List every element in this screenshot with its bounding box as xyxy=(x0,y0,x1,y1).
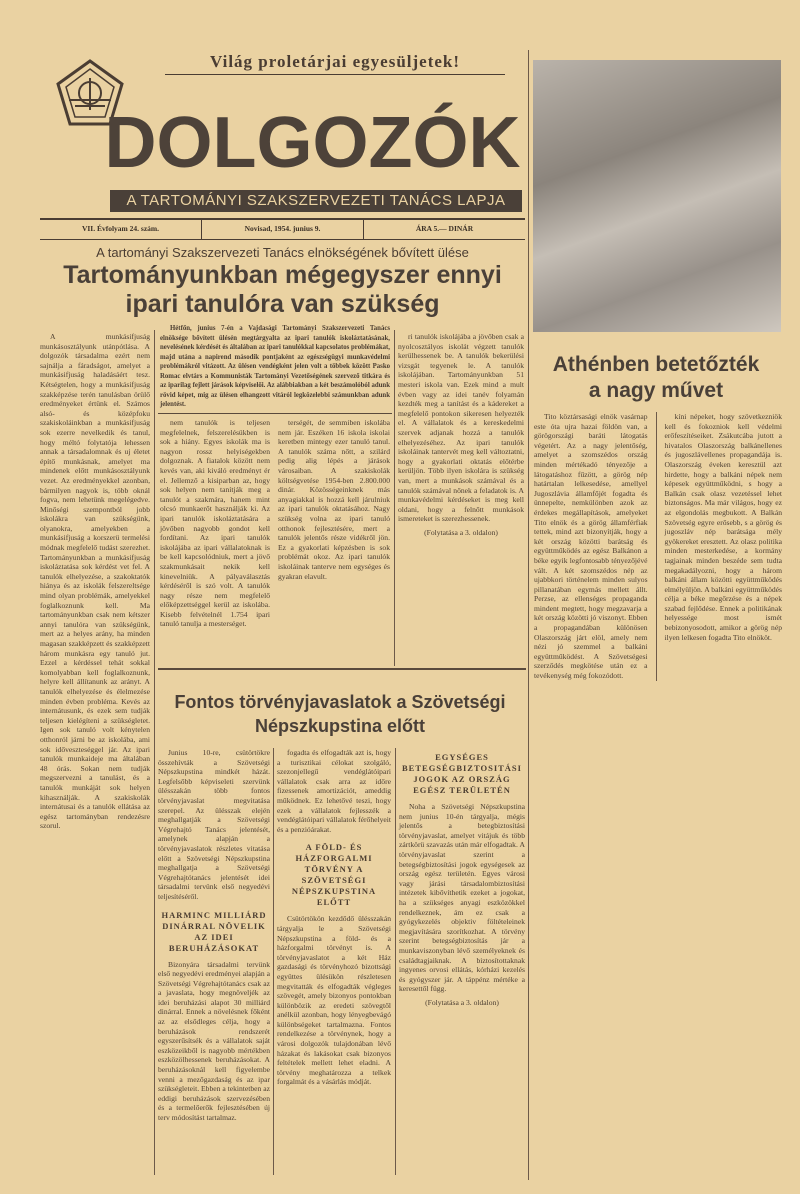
athens-article xyxy=(530,352,782,681)
lead-heading-block xyxy=(40,244,525,319)
subheading-land-law: A FÖLD- ÉS HÁZFORGALMI TÖRVÉNY A SZÖVETSÉGI NÉPSZKUPSTINA ELŐTT xyxy=(291,842,377,908)
second-continued: (Folytatása a 3. oldalon) xyxy=(425,997,499,1007)
news-photo xyxy=(533,60,781,332)
second-headline-2: Népszkupstina előtt xyxy=(254,716,426,736)
lead-column-2: nem tanulók is teljesen megfelelnek, felszerelésükben is sok a hiány. Egyes iskolák ma is nagyon rossz helyiségekben dolgoznak. A fiatalok között nem kevés van, aki kiváló eredményt ér el. Jellemző a kisiparban az, hogy sok helyen nem tanítják meg a tanulót a szakmára, hanem mint olcsó munkaerőt használják ki. Az ipari tanulók iskoláztatására a jövőben nagyobb gondot kell fordítani. Az ipari tanulók iskolájába az ipari vállalatoknak is be kell kapcsolódniuk, mert a jövő szakmunkásait nekik kell kinevelniük. A pályaválasztás kérdéséről is szó volt. A tanulók nagy része nem megfelelő előképzettséggel kerül az iskolába. Kisebb felvételnél 1.754 ipari tanuló tanulja a mesterséget. xyxy=(160,418,270,629)
price: ÁRA 5.— DINÁR xyxy=(415,224,474,233)
newspaper-subtitle: A TARTOMÁNYI SZAKSZERVEZETI TANÁCS LAPJA xyxy=(110,190,522,212)
lead-column-1: A munkásifjuság munkásosztályunk utánpótlása. A dolgozók társadalma ezért nem sajnálja a fáradságot, amelyet a munkásifjuság haladásáért tesz. Kétségtelen, hogy a munkásifjuság szakképzése terén tanulásban örülő eredményeket értünk el. Számos alsó- és középfoku szakiskoláinkban a munkásifjuság sok ezerre nevelkedik és tanul, hogy méltó folytatója lehessen annak a társadalomnak és uj életet építő munkásnak, amelyet ma mindenek előtt munkásosztályunk vezet. Az eredményekkel azonban, bármilyen nagyok is, több oknál fogva, nem lehetünk megelégedve. Minőségi szempontból jobb iskolákra van szükségünk, olyanokra, amelyekben a munkásifjuság a korszerü termelési módnak megfelelő tudást szerezhet. Tartományunkban a munkásifjuság iskoláztatása sok kérdést vet fel. A tanulók elhelyezése, a szakoktatók hiánya és az iskolák felszereltsége mind olyan problémák, amelyekkel foglalkoznunk kell. Ma tartományunkban csak nem kétszer annyi tanulóra van szükségünk, mert az a helyes arány, ha minden magasan szakképzett és szakképzett három munkásra egy tanuló jut. Ezzel a kérdéssel tehát sokkal komolyabban kell foglalkoznunk, helyre kell állítanunk az arányt. A tanulók elhelyezése és élelmezése minden évben probléma. Kevés az internátusunk, és ezek sem tudják teljesen kielégíteni a szükségletet. Igen sok tanuló volt kénytelen otthonról járni be az iskolába, ami sok időveszteséggel jár. Az ipari tanulók munkaideje ma általában 48 órás. Sokan nem tudják megszervezni a tanulást, és a tanulók munkáját sok helyen kihasználják. A szakiskolák internátusai és a tanulók ellátása az egész tartományban rendezésre szorul. xyxy=(40,332,150,831)
lead-kicker: A tartományi Szakszervezeti Tanács elnökségének bővített ülése xyxy=(96,245,469,260)
lead-intro: Hétfőn, junius 7-én a Vajdasági Tartományi Szakszervezeti Tanács elnöksége bővített ülésén megtárgyalta az ipari tanulók iskoláztatásának, nevelésének kérdését és általában az ipari tanulókkal kapcsolatos problémákat, majd utána a napirend második pontjaként az egészségügyi munkavédelmi problémákról vitázott. Az ülésen vendégként jelen volt a többek között Pasko Romac elvtárs a Kommunisták Tartományi Vezetőségének szervező titkára és az iparilag fejlett járások képviselői. Az alábbiakban a két beszámolóból adunk rövid képet, mig az ülésen elhangzott vitáról legközelebbi számunkban adunk jelentést. xyxy=(160,325,390,408)
issue-info-row xyxy=(40,218,525,240)
second-column-1: Junius 10-re, csütörtökre összehívták a Szövetségi Népszkupstina mindkét házát. Legfelsőbb képviseleti szervünk ülésszakán több fontos törvényjavaslat megvitatása szerepel. Az ülésszak elején meghallgatják a Szövetségi Végrehajtó Tanács jelentését, amelynek alapján a törvényjavaslatok részletes vitatása előtt a Szövetségi Népszkupstina meghallgatja a Szövetségi Végrehajtótanács jelentését idei társadalmi tervünk első negyedévi teljesítéséről. HARMINC MILLIÁRD DINÁRRAL NÖVELIK AZ IDEI BERUHÁZÁSOKAT Bizonyára társadalmi tervünk első negyedévi eredményei alapján a Szövetségi Végrehajtótanács csak az a javaslata, hogy megnöveljék az idei beruházási alapot 30 milliárd dinárral. Ennek a növelésnek főként az az elsődleges célja, hogy a beruházások rendszerét egyszerűsítsék és a vállalatok saját eszközeikből is nagyobb mértékben eszközölhessenek beruházásokat. A beruházásoknál kell figyelembe venni a mezőgazdaság és az ipar szükségleteit. Ebben a tekintetben az eddigi beruházások szervezésében és a termelőerők fejlesztésében új terv módosítást tartalmaz. xyxy=(158,748,270,1122)
subheading-investments: HARMINC MILLIÁRD DINÁRRAL NÖVELIK AZ IDEI BERUHÁZÁSOKAT xyxy=(161,909,267,953)
place-date: Novisad, 1954. junius 9. xyxy=(202,220,364,239)
subheading-insurance: EGYSÉGES BETEGSÉGBIZTOSITÁSI JOGOK AZ ORSZÁG EGÉSZ TERÜLETÉN xyxy=(402,752,522,795)
lead-middle-block xyxy=(160,324,390,629)
athens-column-1: Tito köztársasági elnök vasárnap este óta ujra hazai földön van, a görögországi baráti látogatás végetért. Az a nagy jelentőség, amelyet a szomszédos ország minden mértékadó tényezője a látogatáshoz fűzött, a görög nép határtalan lelkesedése, amellyel Jugoszlávia államfőjét fogadta és ünnepelte, nemkülönben azok az érdekes megállapítások, amelyeket Tito elnök és a görög államférfiak tettek, mind azt bizonyítják, hogy a két ország közötti barátság és együttműködés az egész Balkánon a béke egyik legfontosabb tényezőjévé vált. A két szomszédos nép az ujabbkori történelem minden sulyos pillanatában egymás mellett állt. Perzse, az ellenséges propaganda mindent megtett, hogy megzavarja a két ország közötti jó viszonyt. Ebben a propagandában különösen Olaszország járt elöl, amely nem nézi jó szemmel a balkáni együttműködést. A Szövetségesi szerződés megkötése után ez a tevékenység még fokozódott. xyxy=(534,412,648,681)
second-column-3: EGYSÉGES BETEGSÉGBIZTOSITÁSI JOGOK AZ ORSZÁG EGÉSZ TERÜLETÉN Noha a Szövetségi Népszkupstina nem junius 10-én tárgyalja, mégis jelentős a betegbiztosítási törvényjavaslat, amelyet vitájuk és több zártkörü szavazás után már elfogadtak. A törvényjavaslat szerint a betegségbiztosítási jogok egységesek az ország egész területén. Egyes városi vagy járási társadalombiztosítási intézetek kibővíthetik ezeket a jogokat, ha a szükséges anyagi eszközökkel rendelkeznek, ám ez csak a gyógykezelés objektiv föltételeinek megjavítására szorítkozhat. A törvény szerint betegségbiztosítás jár a munkaviszonyban lévő személyeknek és családtagjaiknak. A biztosítottaknak ingyenes orvosi ellátás, kórházi kezelés és gyógyszer jár. A táppénz mértéke a keresettől függ. (Folytatása a 3. oldalon) xyxy=(399,752,525,1007)
athens-headline-2: a nagy művet xyxy=(588,379,724,402)
newspaper-title: DOLGOZÓK xyxy=(104,103,521,183)
second-column-2: fogadta és elfogadták azt is, hogy a turisztikai célokat szolgáló, szezonjellegű vendéglátóipari vállalatok csak arra az időre fizessenek amortizációt, ameddig működnek. Ez lehetővé teszi, hogy ezek a vállalatok fejlesszék a vendéglátóipari vállalatok férőhelyeit és a penzióárakat. A FÖLD- ÉS HÁZFORGALMI TÖRVÉNY A SZÖVETSÉGI NÉPSZKUPSTINA ELŐTT Csütörtökön kezdődő ülésszakán tárgyalja le a Szövetségi Népszkupstina a föld- és a házforgalmi törvényt is. A törvényjavaslatot a két Ház gazdasági és törvényhozó bizottsági együttes ülésükön részletesen megvitatták és elfogadták végleges szövegét, amely bizonyos pontokban különbözik az eredeti szövegtől anélkül azonban, hogy lényegbevágó különbségeket tartalmazna. Fontos rendelkezése a törvénynek, hogy a városi dolgozók tulajdonában lévő házakat és lakásokat csak bizonyos feltételek mellett lehet eladni. A törvény meghatározza a telkek forgalmát és a vásárlás módját. xyxy=(277,748,391,1087)
slogan: Világ proletárjai egyesüljetek! xyxy=(165,52,505,75)
athens-column-2: kíni népeket, hogy szövetkezniök kell és fokozniok kell védelmi erőfeszítéseiket. Zsákutcába jutott a hivatalos Olaszország balkánellenes és jugoszlávellenes propagandája is. Olaszország éveken keresztül azt hirdette, hogy a balkáni népek nem képesek együttműködni, s hogy a Balkán csak olasz vezetéssel lehet biztonságos. Ma már világos, hogy ez az elgondolás megbukott. A Balkán Szövetség egyre erősebb, s a görög és jugoszláv nép barátsága mély gyökereket eresztett. Az olasz politika minden mesterkedése, a kormány tagjainak minden beszéde sem tudta megakadályozni, hogy a három balkáni állam közötti együttműködés elmélyüljön. A balkáni együttműködés célja a béke megőrzése és a népek szabad fejlődése. Ennek a politikának helyessége most ismét bebizonyosodott, amikor a görög nép ilyen lelkesen fogadta Tito elnököt. xyxy=(664,412,782,642)
second-heading-block xyxy=(155,690,525,738)
athens-headline-1: Athénben betetőzték xyxy=(552,353,760,376)
lead-headline-2: ipari tanulóra van szükség xyxy=(125,290,440,318)
issue-number: VII. Évfolyam 24. szám. xyxy=(40,220,202,239)
lead-column-3: terségét, de semmiben iskolába nem jár. Eszéken 16 iskola iskolai keretben mintegy ezer tanuló tanul. A tanulók száma nőtt, a szilárd pedig alig lépés a járások városaiban. A szakiskolák költségvetése 1954-ben 2.800.000 dinár. Közösségeinknek más anyagiakkal is hozzá kell járulniuk az ipari tanulók oktatásához. Nagy szükség volna az ipari tanuló otthonok fejlesztésére, mert a tanulók jelentős része vidékről jön. Ez a gyakorlati képzésben is sok problémát okoz. Az ipari tanulók iskoláinak tanterve nem egységes és gyakran elavult. xyxy=(278,418,390,581)
second-headline-1: Fontos törvényjavaslatok a Szövetségi xyxy=(174,692,506,712)
lead-column-4: ri tanulók iskolájába a jövőben csak a nyolcosztályos iskolát végzett tanulók kerülhessenek be. A tanulók bekerülési vizsgát tegyenek le. A tanulók iskolájában. Tartományunkban 51 mesteri iskola van. Ezek mind a mult évben vagy az idei tanév folyamán kezdték meg a tanítást és a kádereket a megfelelő pontokon sikeresen helyezték el. A vállalatok és a kereskedelmi szervek adjanak hozzá a tanulók elhelyezéséhez. Az ipari tanulók iskoláinak tantervét meg kell változtatni, hogy a gyakorlati oktatás előtérbe kerüljön. Több ilyen iskolára is szükség van, mert a munkások számával és a tanulók számával nőnek a feladatok is. A munkavédelmi kérdéseket is meg kell oldani, hogy a felnőtt munkások ismereteket is szerezhessenek. (Folytatása a 3. oldalon) xyxy=(398,332,524,537)
lead-continued: (Folytatása a 3. oldalon) xyxy=(424,527,498,537)
lead-headline-1: Tartományunkban mégegyszer ennyi xyxy=(63,261,502,289)
athens-headline xyxy=(530,352,782,404)
